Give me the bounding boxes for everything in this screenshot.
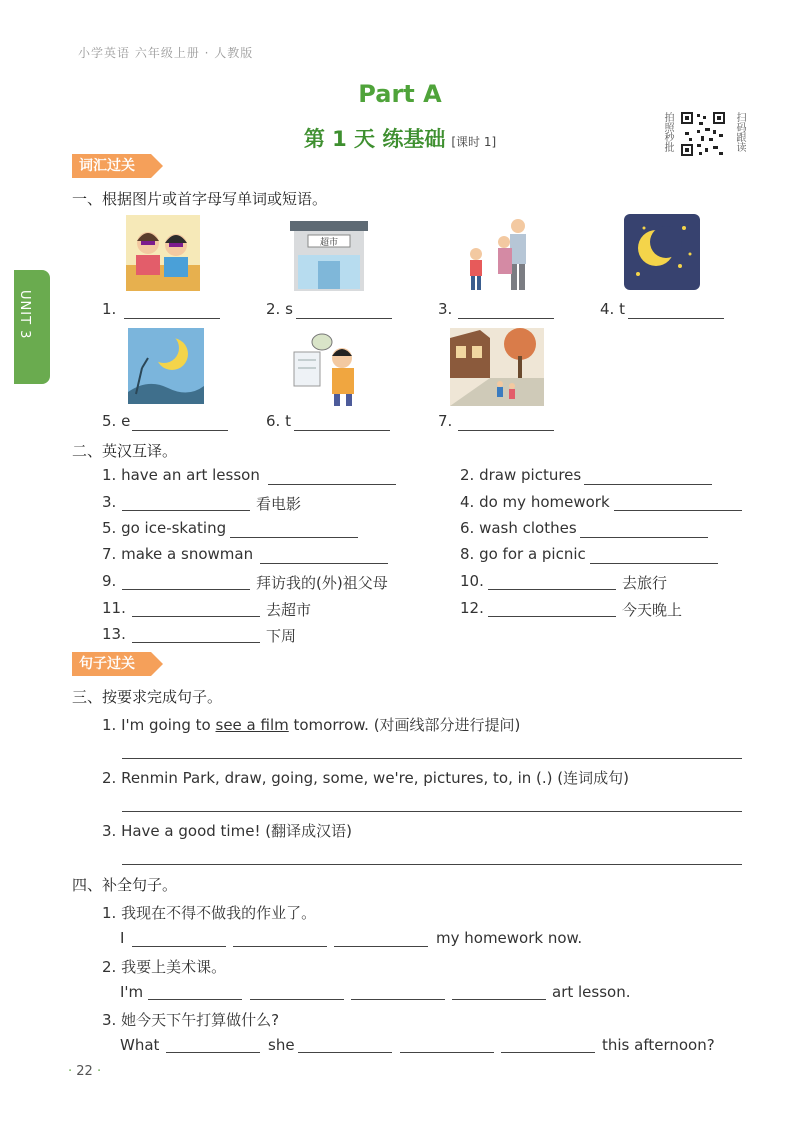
complete-q2-blank-3[interactable] [351,999,445,1000]
vocab-answer-2[interactable] [296,318,392,319]
translate-answer-7[interactable] [260,563,388,564]
section3-title [72,686,222,707]
page-number [68,1064,101,1079]
complete-q2-blank-1[interactable] [148,999,242,1000]
vocab-item-7 [438,412,452,430]
translate-item-13 [102,625,126,643]
translate-item-13-text: 下周 [266,627,297,645]
vocab-answer-1[interactable] [124,318,220,319]
translate-answer-13[interactable] [132,642,260,643]
complete-q3-cn: 3. 她今天下午打算做什么? [102,1011,280,1029]
translate-item-7 [102,545,253,563]
picture-street [450,328,544,406]
translate-item-8 [460,545,586,563]
sentence-answer-1[interactable] [122,758,742,759]
sentence-answer-3[interactable] [122,864,742,865]
translate-item-1-num: 1. [102,466,117,484]
translate-item-6-text: wash clothes [479,519,577,537]
translate-item-12-text: 今天晚上 [622,601,683,619]
section4-title-text: 四、补全句子。 [72,876,178,894]
translate-item-8-num: 8. [460,545,475,563]
translate-item-9 [102,572,116,590]
translate-item-1-text: have an art lesson [121,466,260,484]
complete-q2-cn: 2. 我要上美术课。 [102,958,227,976]
complete-q1-start: I [120,929,125,947]
translate-item-12 [460,599,484,617]
vocab-item-4 [600,300,625,318]
translate-item-13-num: 13. [102,625,126,643]
translate-item-4-num: 4. [460,493,475,511]
translate-item-5-text: go ice-skating [121,519,227,537]
qr-code-icon[interactable] [679,110,727,158]
unit-tab-label: UNIT 3 [17,290,32,340]
translate-item-4 [460,493,610,511]
sentence-q1-post: tomorrow. (对画线部分进行提问) [288,716,521,734]
translate-item-7-num: 7. [102,545,117,563]
section2-title [72,440,177,461]
sentence-q2: 2. Renmin Park, draw, going, some, we're, pictures, to, in (.) (连词成句) [102,769,629,787]
sentence-q1-underlined: see a film [215,716,289,734]
section1-title [72,188,327,209]
translate-item-5 [102,519,226,537]
translate-item-11 [102,599,126,617]
qr-right-caption: 扫码跟读 [734,112,745,152]
complete-q3-end: this afternoon? [602,1036,715,1054]
section3-title-text: 三、按要求完成句子。 [72,688,223,706]
translate-answer-10[interactable] [488,589,616,590]
complete-q2-end: art lesson. [552,983,631,1001]
page-number-text: 22 [76,1064,93,1079]
vocab-answer-4[interactable] [628,318,724,319]
translate-item-7-text: make a snowman [121,545,254,563]
vocab-item-5-num: 5. [102,412,117,430]
vocab-answer-5[interactable] [132,430,228,431]
picture-next-week [292,328,364,406]
page-dot-left: · [68,1064,77,1079]
vocab-item-6-prefix: t [285,412,291,430]
translate-answer-12[interactable] [488,616,616,617]
translate-item-2 [460,466,581,484]
vocab-item-4-num: 4. [600,300,615,318]
picture-grandparents [458,214,538,294]
qr-left-caption: 拍照秒批 [662,112,673,152]
translate-answer-1[interactable] [268,484,396,485]
translate-item-3 [102,493,116,511]
svg-text:超市: 超市 [319,238,339,248]
vocab-item-6 [266,412,291,430]
translate-item-2-text: draw pictures [479,466,582,484]
translate-item-12-num: 12. [460,599,484,617]
translate-item-4-text: do my homework [479,493,610,511]
vocab-item-2-num: 2. [266,300,281,318]
translate-answer-11[interactable] [132,616,260,617]
vocab-item-1 [102,300,116,318]
sentence-answer-2[interactable] [122,811,742,812]
complete-q2-blank-2[interactable] [250,999,344,1000]
vocab-item-1-num: 1. [102,300,117,318]
translate-item-8-text: go for a picnic [479,545,586,563]
sentence-banner: 句子过关 [72,652,151,676]
picture-cinema [126,215,200,291]
vocab-item-2-prefix: s [285,300,293,318]
vocab-answer-7[interactable] [458,430,554,431]
complete-q3-blank-4[interactable] [501,1052,595,1053]
complete-q3-blank-1[interactable] [166,1052,260,1053]
vocab-item-5 [102,412,130,430]
vocab-item-3-num: 3. [438,300,453,318]
vocab-item-7-num: 7. [438,412,453,430]
day-title-text: 第 1 天 练基础 [303,127,446,151]
unit-tab [14,270,50,384]
sentence-q1 [102,714,520,735]
complete-q2-blank-4[interactable] [452,999,546,1000]
translate-answer-8[interactable] [590,563,718,564]
translate-item-5-num: 5. [102,519,117,537]
vocab-item-3 [438,300,452,318]
lesson-tag: [课时 1] [451,135,497,149]
top-note: 小学英语 六年级上册 · 人教版 [78,46,254,60]
sentence-q3: 3. Have a good time! (翻译成汉语) [102,822,352,840]
vocab-item-2 [266,300,293,318]
section4-title [72,874,177,895]
translate-item-2-num: 2. [460,466,475,484]
vocab-answer-3[interactable] [458,318,554,319]
translate-item-11-num: 11. [102,599,126,617]
vocab-item-5-prefix: e [121,412,131,430]
complete-q1-cn: 1. 我现在不得不做我的作业了。 [102,904,317,922]
complete-q1-end: my homework now. [436,929,583,947]
translate-item-3-num: 3. [102,493,117,511]
page-dot-right: · [92,1064,102,1079]
complete-q3-mid: she [268,1036,295,1054]
translate-answer-2[interactable] [584,484,712,485]
picture-tonight [624,214,700,290]
picture-supermarket [290,215,368,293]
vocab-item-6-num: 6. [266,412,281,430]
translate-item-1 [102,466,260,484]
translate-item-10 [460,572,484,590]
vocab-banner: 词汇过关 [72,154,151,178]
translate-answer-4[interactable] [614,510,742,511]
translate-item-9-text: 拜访我的(外)祖父母 [256,574,388,592]
translate-item-6 [460,519,577,537]
sentence-q1-pre: 1. I'm going to [102,716,216,734]
vocab-item-4-prefix: t [619,300,625,318]
vocab-answer-6[interactable] [294,430,390,431]
translate-item-3-text: 看电影 [256,495,302,513]
translate-answer-9[interactable] [122,589,250,590]
complete-q3-start: What [120,1036,160,1054]
complete-q1-blank-3[interactable] [334,946,428,947]
part-title: Part A [358,80,442,108]
translate-item-10-text: 去旅行 [622,574,668,592]
complete-q3-blank-3[interactable] [400,1052,494,1053]
section1-title-text: 一、根据图片或首字母写单词或短语。 [72,190,328,208]
complete-q1-blank-2[interactable] [233,946,327,947]
complete-q2-start: I'm [120,983,144,1001]
complete-q1-blank-1[interactable] [132,946,226,947]
translate-answer-5[interactable] [230,537,358,538]
section2-title-text: 二、英汉互译。 [72,442,178,460]
translate-item-10-num: 10. [460,572,484,590]
translate-item-6-num: 6. [460,519,475,537]
translate-answer-3[interactable] [122,510,250,511]
translate-answer-6[interactable] [580,537,708,538]
picture-evening [128,328,204,404]
translate-item-9-num: 9. [102,572,117,590]
complete-q3-blank-2[interactable] [298,1052,392,1053]
translate-item-11-text: 去超市 [266,601,312,619]
